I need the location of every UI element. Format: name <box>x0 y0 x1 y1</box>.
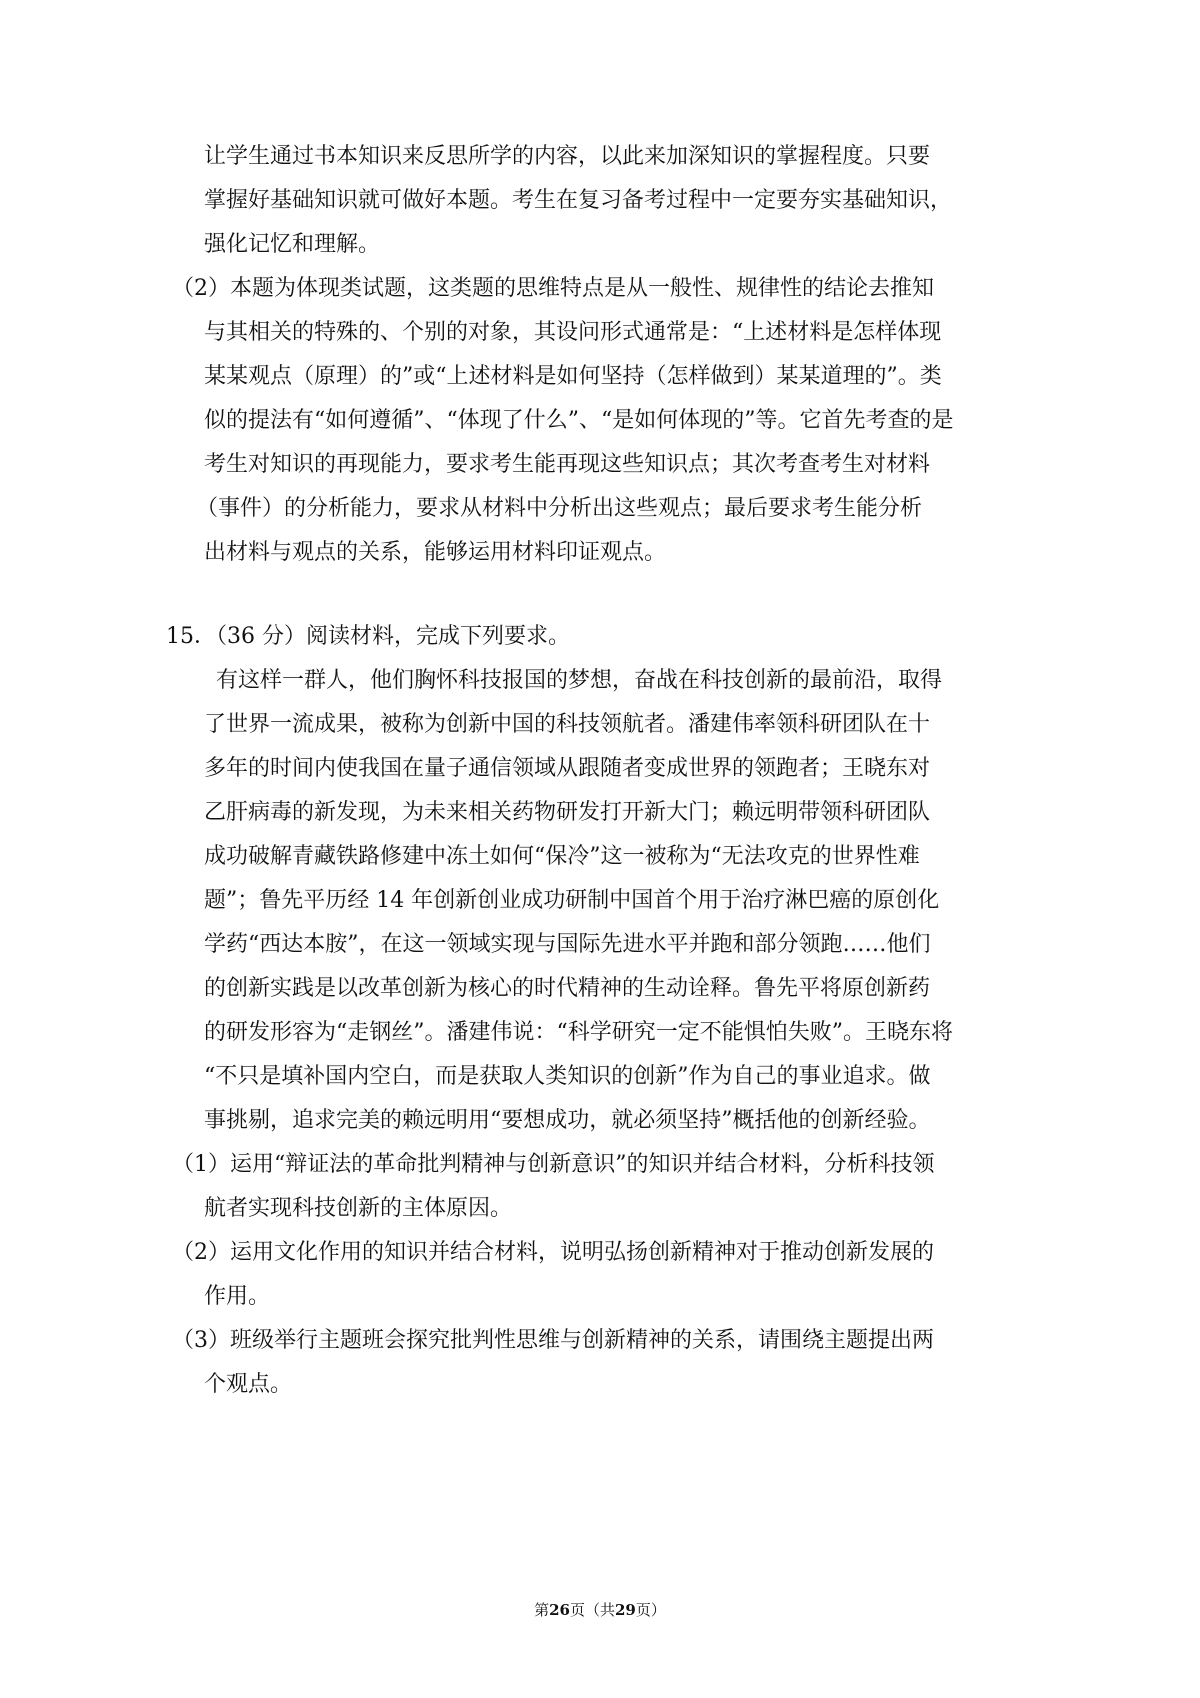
footer-suffix: 页） <box>635 1601 666 1619</box>
material-line: 乙肝病毒的新发现，为未来相关药物研发打开新大门；赖远明带领科研团队 <box>204 800 931 825</box>
sub-question-1: （1）运用“辩证法的革命批判精神与创新意识”的知识并结合材料，分析科技领 <box>172 1152 935 1177</box>
material-line: 多年的时间内使我国在量子通信领域从跟随者变成世界的领跑者；王晓东对 <box>204 756 931 781</box>
footer-middle: 页（共 <box>569 1601 615 1619</box>
text-line: 似的提法有“如何遵循”、“体现了什么”、“是如何体现的”等。它首先考查的是 <box>204 408 954 433</box>
sub-question-1-cont: 航者实现科技创新的主体原因。 <box>204 1196 513 1221</box>
sub-question-2: （2）运用文化作用的知识并结合材料，说明弘扬创新精神对于推动创新发展的 <box>172 1240 934 1265</box>
total-page-number: 29 <box>615 1601 636 1619</box>
sub-question-2-cont: 作用。 <box>204 1284 271 1309</box>
sub-question-3-cont: 个观点。 <box>204 1372 293 1397</box>
material-line: 题”；鲁先平历经 14 年创新创业成功研制中国首个用于治疗淋巴癌的原创化 <box>204 888 940 913</box>
text-line: 让学生通过书本知识来反思所学的内容，以此来加深知识的掌握程度。只要 <box>204 144 931 169</box>
text-line: 与其相关的特殊的、个别的对象，其设问形式通常是：“上述材料是怎样体现 <box>204 320 942 345</box>
material-line: “不只是填补国内空白，而是获取人类知识的创新”作为自己的事业追求。做 <box>204 1064 931 1089</box>
text-line: 考生对知识的再现能力，要求考生能再现这些知识点；其次考查考生对材料 <box>204 452 931 477</box>
sub-question-3: （3）班级举行主题班会探究批判性思维与创新精神的关系，请围绕主题提出两 <box>172 1328 934 1353</box>
footer-prefix: 第 <box>534 1601 550 1619</box>
current-page-number: 26 <box>549 1601 570 1619</box>
text-line: （2）本题为体现类试题，这类题的思维特点是从一般性、规律性的结论去推知 <box>172 276 934 301</box>
text-line: 某某观点（原理）的”或“上述材料是如何坚持（怎样做到）某某道理的”。类 <box>204 364 942 389</box>
page-footer <box>0 1600 1200 1620</box>
text-line: 掌握好基础知识就可做好本题。考生在复习备考过程中一定要夯实基础知识， <box>204 188 953 213</box>
text-line: （事件）的分析能力，要求从材料中分析出这些观点；最后要求考生能分析 <box>196 496 923 521</box>
material-line: 成功破解青藏铁路修建中冻土如何“保冷”这一被称为“无法攻克的世界性难 <box>204 844 920 869</box>
material-line: 了世界一流成果，被称为创新中国的科技领航者。潘建伟率领科研团队在十 <box>204 712 931 737</box>
text-line: 出材料与观点的关系，能够运用材料印证观点。 <box>204 540 667 565</box>
material-line: 的创新实践是以改革创新为核心的时代精神的生动诠释。鲁先平将原创新药 <box>204 976 931 1001</box>
material-line: 的研发形容为“走钢丝”。潘建伟说：“科学研究一定不能惧怕失败”。王晓东将 <box>204 1020 953 1045</box>
material-line: 事挑剔，追求完美的赖远明用“要想成功，就必须坚持”概括他的创新经验。 <box>204 1108 931 1133</box>
material-line: 学药“西达本胺”，在这一领域实现与国际先进水平并跑和部分领跑……他们 <box>204 932 931 957</box>
question-header: 15．（36 分）阅读材料，完成下列要求。 <box>166 624 570 649</box>
text-line: 强化记忆和理解。 <box>204 232 381 257</box>
material-line: 有这样一群人，他们胸怀科技报国的梦想，奋战在科技创新的最前沿，取得 <box>216 668 943 693</box>
